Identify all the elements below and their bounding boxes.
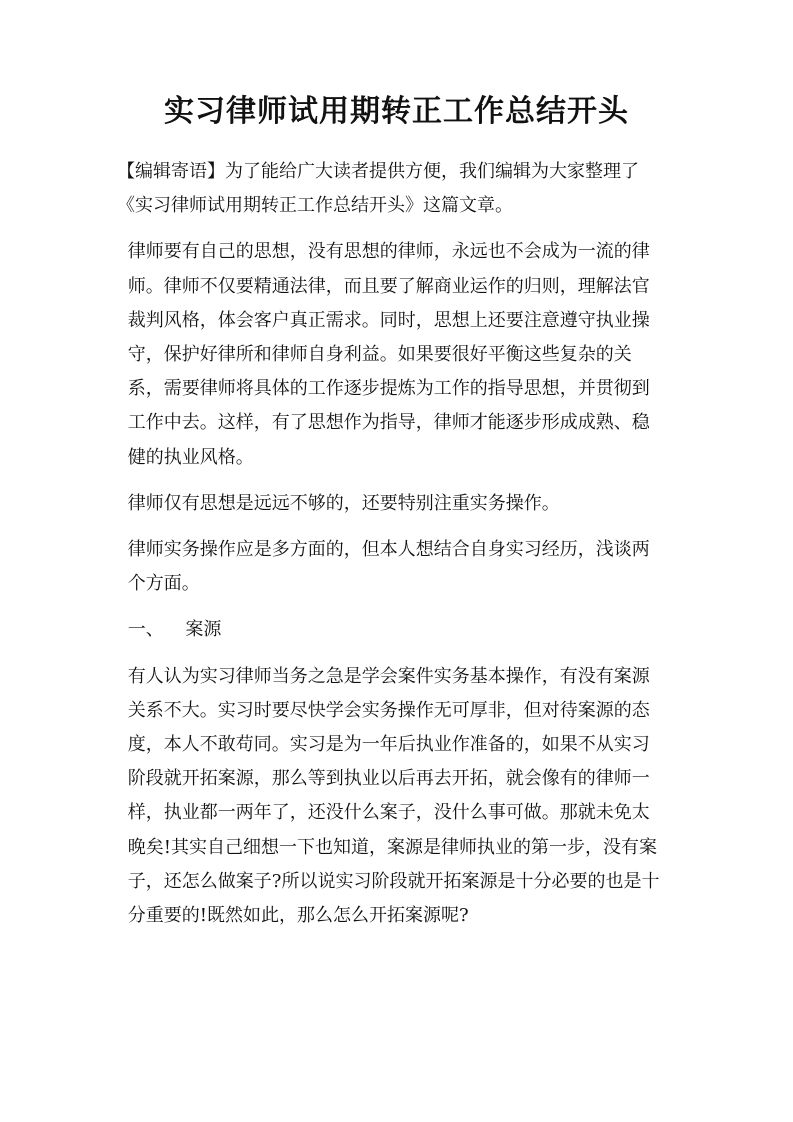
paragraph-line: 分重要的!既然如此，那么怎么开拓案源呢? <box>127 905 469 927</box>
paragraph-line: 律师实务操作应是多方面的，但本人想结合自身实习经历，浅谈两 <box>127 539 650 561</box>
paragraph-line: 样，执业都一两年了，还没什么案子，没什么事可做。那就未免太 <box>127 802 650 824</box>
paragraph-line: 晚矣!其实自己细想一下也知道，案源是律师执业的第一步，没有案 <box>127 836 658 858</box>
paragraph-line: 有人认为实习律师当务之急是学会案件实务基本操作，有没有案源 <box>127 665 650 687</box>
body-paragraph <box>117 487 677 521</box>
paragraph-line: 工作中去。这样，有了思想作为指导，律师才能逐步形成成熟、稳 <box>127 412 650 434</box>
paragraph-line: 健的执业风格。 <box>127 446 254 468</box>
paragraph-line: 守，保护好律所和律师自身利益。如果要很好平衡这些复杂的关 <box>127 344 632 366</box>
document-title: 实习律师试用期转正工作总结开头 <box>164 94 629 129</box>
section-title: 案源 <box>185 619 222 641</box>
document-body <box>117 155 677 945</box>
editor-note-line: 《实习律师试用期转正工作总结开头》这篇文章。 <box>117 195 513 217</box>
paragraph-line: 律师仅有思想是远远不够的，还要特别注重实务操作。 <box>127 492 560 514</box>
paragraph-line: 度，本人不敢苟同。实习是为一年后执业作准备的，如果不从实习 <box>127 734 650 756</box>
paragraph-line: 个方面。 <box>127 573 200 595</box>
paragraph-line: 阶段就开拓案源，那么等到执业以后再去开拓，就会像有的律师一 <box>127 768 650 790</box>
paragraph-line: 师。律师不仅要精通法律，而且要了解商业运作的归则，理解法官 <box>127 275 650 297</box>
paragraph-line: 关系不大。实习时要尽快学会实务操作无可厚非，但对待案源的态 <box>127 699 650 721</box>
editor-note-paragraph <box>117 155 677 223</box>
section-heading <box>117 613 677 647</box>
paragraph-line: 子，还怎么做案子?所以说实习阶段就开拓案源是十分必要的也是十 <box>127 870 660 892</box>
body-paragraph <box>117 533 677 601</box>
paragraph-line: 律师要有自己的思想，没有思想的律师，永远也不会成为一流的律 <box>127 241 650 263</box>
paragraph-line: 系，需要律师将具体的工作逐步提炼为工作的指导思想，并贯彻到 <box>127 378 650 400</box>
paragraph-line: 裁判风格，体会客户真正需求。同时，思想上还要注意遵守执业操 <box>127 309 650 331</box>
body-paragraph <box>117 235 677 474</box>
section-body-paragraph <box>117 660 677 934</box>
editor-note-line: 【编辑寄语】为了能给广大读者提供方便，我们编辑为大家整理了 <box>117 161 639 182</box>
section-number: 一、 <box>127 619 164 641</box>
